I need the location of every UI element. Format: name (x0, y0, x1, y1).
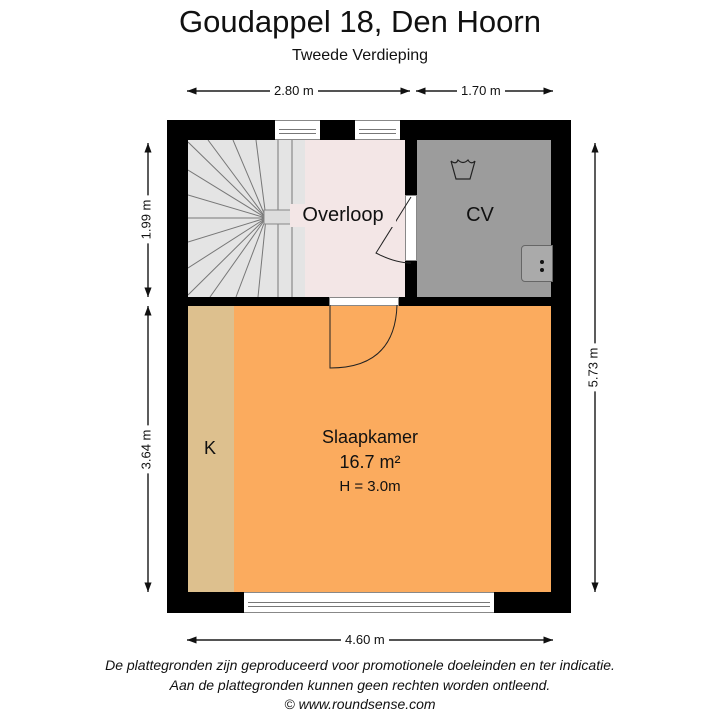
label-slaapkamer: Slaapkamer (321, 427, 419, 447)
floor-subtitle: Tweede Verdieping (291, 47, 429, 64)
disclaimer-line-2: Aan de plattegronden kunnen geen rechten worden ontleend. (169, 677, 551, 693)
door-swing-slaapkamer (325, 300, 405, 375)
dim-left-bottom: 3.64 m (138, 426, 153, 474)
window-top-right (355, 120, 400, 140)
label-area: 16.7 m² (339, 452, 401, 472)
dim-bottom: 4.60 m (341, 632, 389, 647)
page-title: Goudappel 18, Den Hoorn (179, 4, 541, 39)
label-height: H = 3.0m (339, 478, 401, 495)
washbasin-icon (448, 157, 478, 183)
label-overloop: Overloop (290, 204, 396, 227)
label-k: K (203, 438, 216, 458)
boiler-icon (521, 245, 553, 282)
staircase (188, 140, 305, 297)
dim-top-right: 1.70 m (457, 83, 505, 98)
label-cv: CV (466, 204, 494, 226)
dim-top-left: 2.80 m (270, 83, 318, 98)
dim-left-top: 1.99 m (138, 196, 153, 244)
copyright: © www.roundsense.com (284, 696, 436, 712)
window-bottom (244, 592, 494, 613)
disclaimer-line-1: De plattegronden zijn geproduceerd voor promotionele doeleinden en ter indicatie. (105, 657, 615, 673)
dim-right: 5.73 m (585, 344, 600, 392)
stairs-icon (188, 140, 305, 297)
window-top-left (275, 120, 320, 140)
